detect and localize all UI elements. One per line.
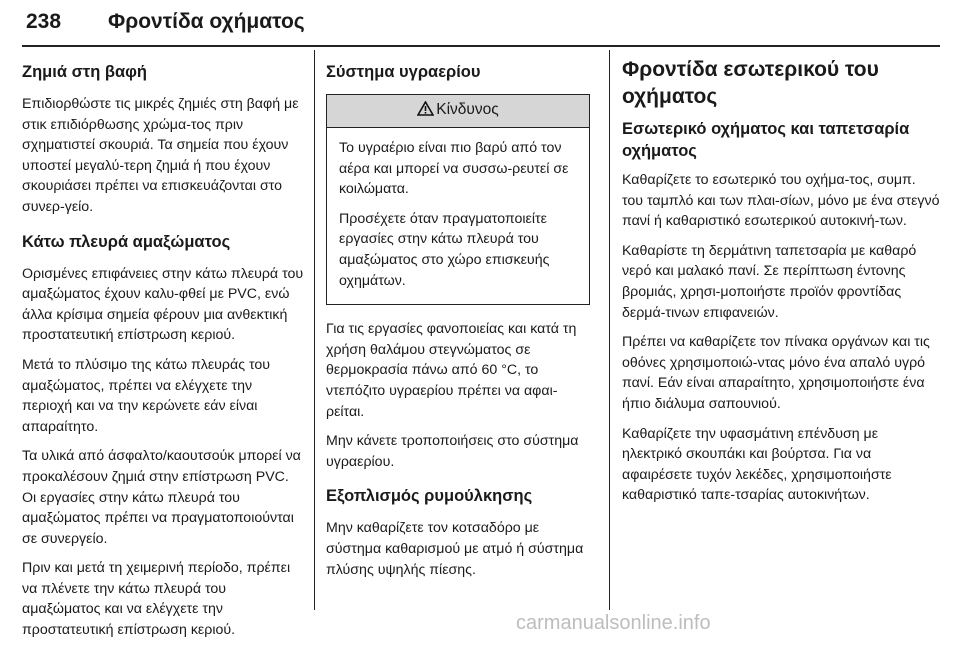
chapter-title: Φροντίδα οχήματος [108, 10, 305, 33]
column-divider [314, 50, 315, 610]
warning-box [326, 94, 590, 305]
section-heading-towing-equipment: Εξοπλισμός ρυμούλκησης [326, 487, 533, 506]
warning-paragraph: Προσέχετε όταν πραγματοποιείτε εργασίες στην κάτω πλευρά του αμαξώματος στο χώρο επισκευής οχημάτων. [339, 210, 550, 289]
paragraph: Πρέπει να καθαρίζετε τον πίνακα οργάνων και τις οθόνες χρησιμοποιώ-ντας μόνο ένα απαλό υγρό πανί. Εάν είναι απαραίτητο, χρησιμοποιήστε ένα ήπιο διάλυμα σαπουνιού. [622, 334, 930, 412]
column-left [22, 56, 306, 650]
paragraph: Πριν και μετά τη χειμερινή περίοδο, πρέπει να πλένετε την κάτω πλευρά του αμαξώματος και να ελέγχετε την προστατευτική επίστρωση κεριού. [22, 560, 291, 639]
section-heading-stone-damage: Ζημιά στη βαφή [22, 63, 147, 81]
paragraph: Τα υλικά από άσφαλτο/καουτσούκ μπορεί να προκαλέσουν ζημιά στην επίστρωση PVC. Οι εργασίες στην κάτω πλευρά του αμαξώματος πρέπει να πραγματοποιούνται σε συνεργείο. [22, 448, 301, 547]
warning-body [327, 128, 589, 304]
page-number: 238 [26, 10, 62, 33]
paragraph: Μην καθαρίζετε τον κοτσαδόρο με σύστημα καθαρισμού με ατμό ή σύστημα πλύσης υψηλής πίεσης. [326, 520, 584, 578]
warning-paragraph: Το υγραέριο είναι πιο βαρύ από τον αέρα και μπορεί να συσσω-ρευτεί σε κοιλώματα. [339, 140, 569, 198]
paragraph: Για τις εργασίες φανοποιείας και κατά τη χρήση θαλάμου στεγνώματος σε θερμοκρασία πάνω από 60 °C, το ντεπόζιτο υγραερίου πρέπει να αφαι-ρείται. [326, 321, 577, 420]
subsection-heading-interior-upholstery: Εσωτερικό οχήματος και ταπετσαρία οχήματος [622, 120, 910, 160]
paragraph: Καθαρίστε τη δερμάτινη ταπετσαρία με καθαρό νερό και μαλακό πανί. Σε περίπτωση έντονης βρομιάς, χρησι-μοποιήστε προϊόν φροντίδας δερμά-τινων επιφανειών. [622, 242, 917, 321]
column-right [622, 56, 940, 515]
column-middle [326, 56, 590, 589]
page-header [22, 8, 942, 44]
paragraph: Μετά το πλύσιμο της κάτω πλευράς του αμαξώματος, πρέπει να ελέγχετε την περιοχή και να την κερώνετε εάν είναι απαραίτητο. [22, 356, 271, 435]
paragraph: Καθαρίζετε το εσωτερικό του οχήμα-τος, συμπ. του ταμπλό και των πλαι-σίων, μόνο με ένα στεγνό πανί ή καθαριστικό εσωτερικού αυτοκινή-των. [622, 172, 940, 230]
warning-header [327, 95, 589, 128]
section-heading-underbody: Κάτω πλευρά αμαξώματος [22, 232, 231, 251]
paragraph: Μην κάνετε τροποποιήσεις στο σύστημα υγραερίου. [326, 433, 579, 470]
paragraph: Καθαρίζετε την υφασμάτινη επένδυση με ηλεκτρικό σκουπάκι και βούρτσα. Για να αφαιρέσετε τυχόν λεκέδες, χρησιμοποιήστε καθαριστικό ταπε-τσαρίας αυτοκινήτων. [622, 425, 892, 504]
section-heading-lpg-system: Σύστημα υγραερίου [326, 63, 481, 81]
paragraph: Επιδιορθώστε τις μικρές ζημιές στη βαφή με στικ επιδιόρθωσης χρώμα-τος πριν σχηματιστεί σκουριά. Τα σημεία που έχουν υποστεί μεγαλύ-τερη ζημιά ή που έχουν σκουριάσει πρέπει να επισκευάζονται στο συνερ-γείο. [22, 96, 299, 215]
warning-title: Κίνδυνος [436, 101, 499, 118]
paragraph: Ορισμένες επιφάνειες στην κάτω πλευρά του αμαξώματος έχουν καλυ-φθεί με PVC, ενώ άλλα κρίσιμα σημεία φέρουν μια ανθεκτική προστατευτική επίστρωση κεριού. [22, 265, 304, 344]
header-rule [22, 45, 940, 47]
section-title-interior-care: Φροντίδα εσωτερικού του οχήματος [622, 58, 879, 108]
warning-triangle-icon [417, 101, 434, 121]
watermark: carmanualsonline.info [516, 612, 711, 634]
column-divider [609, 50, 610, 610]
